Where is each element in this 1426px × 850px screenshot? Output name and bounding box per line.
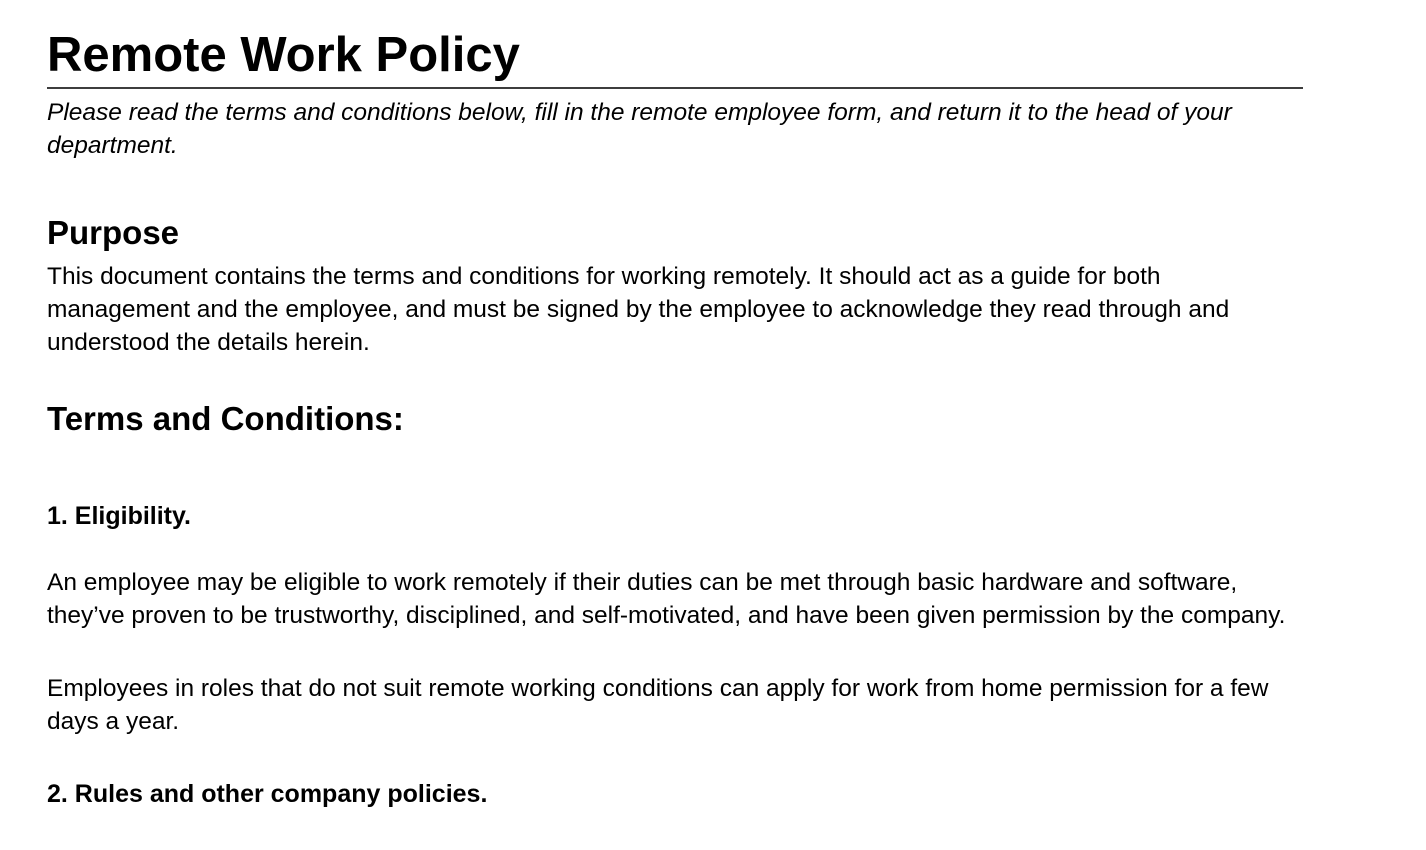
eligibility-paragraph-2: Employees in roles that do not suit remote working conditions can apply for work from home permission for a few days a year. [47, 675, 1269, 736]
section-heading-terms-and-conditions: Terms and Conditions: [47, 400, 404, 438]
section-heading-purpose: Purpose [47, 213, 180, 251]
purpose-paragraph: This document contains the terms and conditions for working remotely. It should act as a guide for both management and the employee, and must be signed by the employee to acknowledge they read through and understood the details herein. [47, 263, 1230, 357]
term-heading-eligibility: 1. Eligibility. [47, 501, 192, 530]
page-title: Remote Work Policy [47, 30, 1303, 89]
term-heading-rules-and-policies: 2. Rules and other company policies. [47, 780, 488, 809]
document-content [47, 30, 1303, 809]
eligibility-paragraph-1: An employee may be eligible to work remotely if their duties can be met through basic hardware and software, they’ve proven to be trustworthy, disciplined, and self-motivated, and have been given permission by the company. [47, 569, 1286, 630]
intro-text: Please read the terms and conditions below, fill in the remote employee form, and return it to the head of your department. [47, 98, 1232, 159]
